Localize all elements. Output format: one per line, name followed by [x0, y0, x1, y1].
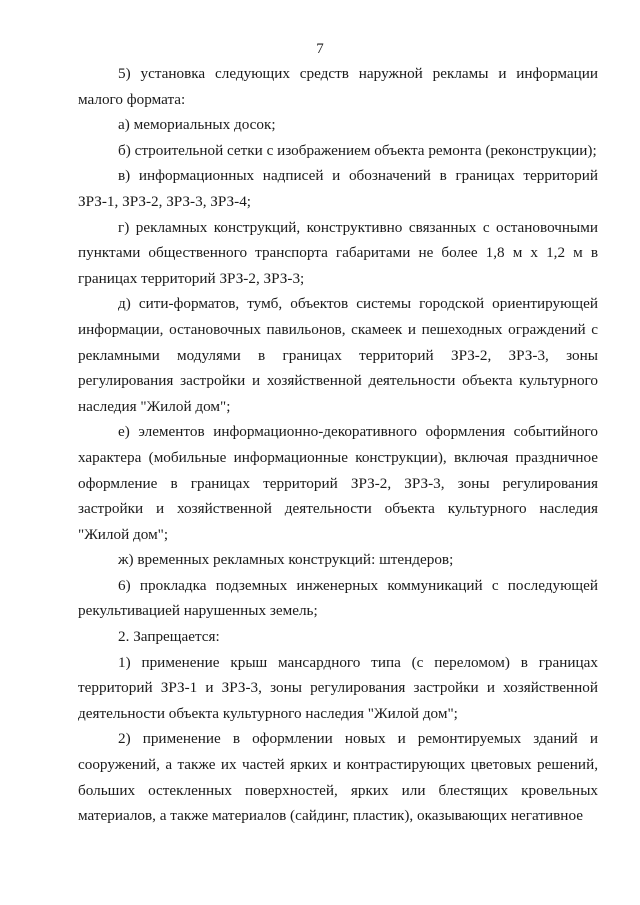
paragraph-sub-d: д) сити-форматов, тумб, объектов системы городской ориентирующей информации, остановочных павильонов, скамеек и пешеходных ограждений с рекламными модулями в границах территорий ЗРЗ-2, ЗРЗ-3, зоны регулирования застройки и хозяйственной деятельности объекта культурного наследия "Жилой дом";: [78, 295, 598, 415]
paragraph-sub-b: б) строительной сетки с изображением объекта ремонта (реконструкции);: [118, 141, 597, 159]
paragraph-item-6: 6) прокладка подземных инженерных коммуникаций с последующей рекультивацией нарушенных земель;: [78, 576, 598, 620]
page-number: 7: [316, 41, 324, 57]
paragraph-sub-e: е) элементов информационно-декоративного оформления событийного характера (мобильные информационные конструкции), включая праздничное оформление в границах территорий ЗРЗ-2, ЗРЗ-3, зоны регулирования застройки и хозяйственной деятельности объекта культурного наследия "Жилой дом";: [78, 423, 598, 543]
document-body: [78, 61, 598, 829]
paragraph-sub-a: а) мемориальных досок;: [118, 116, 276, 134]
paragraph-sub-v: в) информационных надписей и обозначений в границах территорий ЗРЗ-1, ЗРЗ-2, ЗРЗ-3, ЗРЗ-4;: [78, 167, 598, 210]
paragraph-sub-g: г) рекламных конструкций, конструктивно связанных с остановочными пунктами общественного транспорта габаритами не более 1,8 м х 1,2 м в границах территорий ЗРЗ-2, ЗРЗ-3;: [78, 218, 598, 287]
paragraph-prohibited-1: 1) применение крыш мансардного типа (с переломом) в границах территорий ЗРЗ-1 и ЗРЗ-3, зоны регулирования застройки и хозяйственной деятельности объекта культурного наследия "Жилой дом";: [78, 653, 598, 722]
paragraph-sub-zh: ж) временных рекламных конструкций: штендеров;: [118, 551, 454, 569]
paragraph-prohibited-2: 2) применение в оформлении новых и ремонтируемых зданий и сооружений, а также их частей ярких и контрастирующих цветовых решений, больших остекленных поверхностей, ярких или блестящих кровельных материалов, а также материалов (сайдинг, пластик), оказывающих негативное: [78, 730, 598, 825]
section-heading-prohibited: 2. Запрещается:: [118, 628, 220, 646]
paragraph-item-5: 5) установка следующих средств наружной рекламы и информации малого формата:: [78, 65, 598, 108]
